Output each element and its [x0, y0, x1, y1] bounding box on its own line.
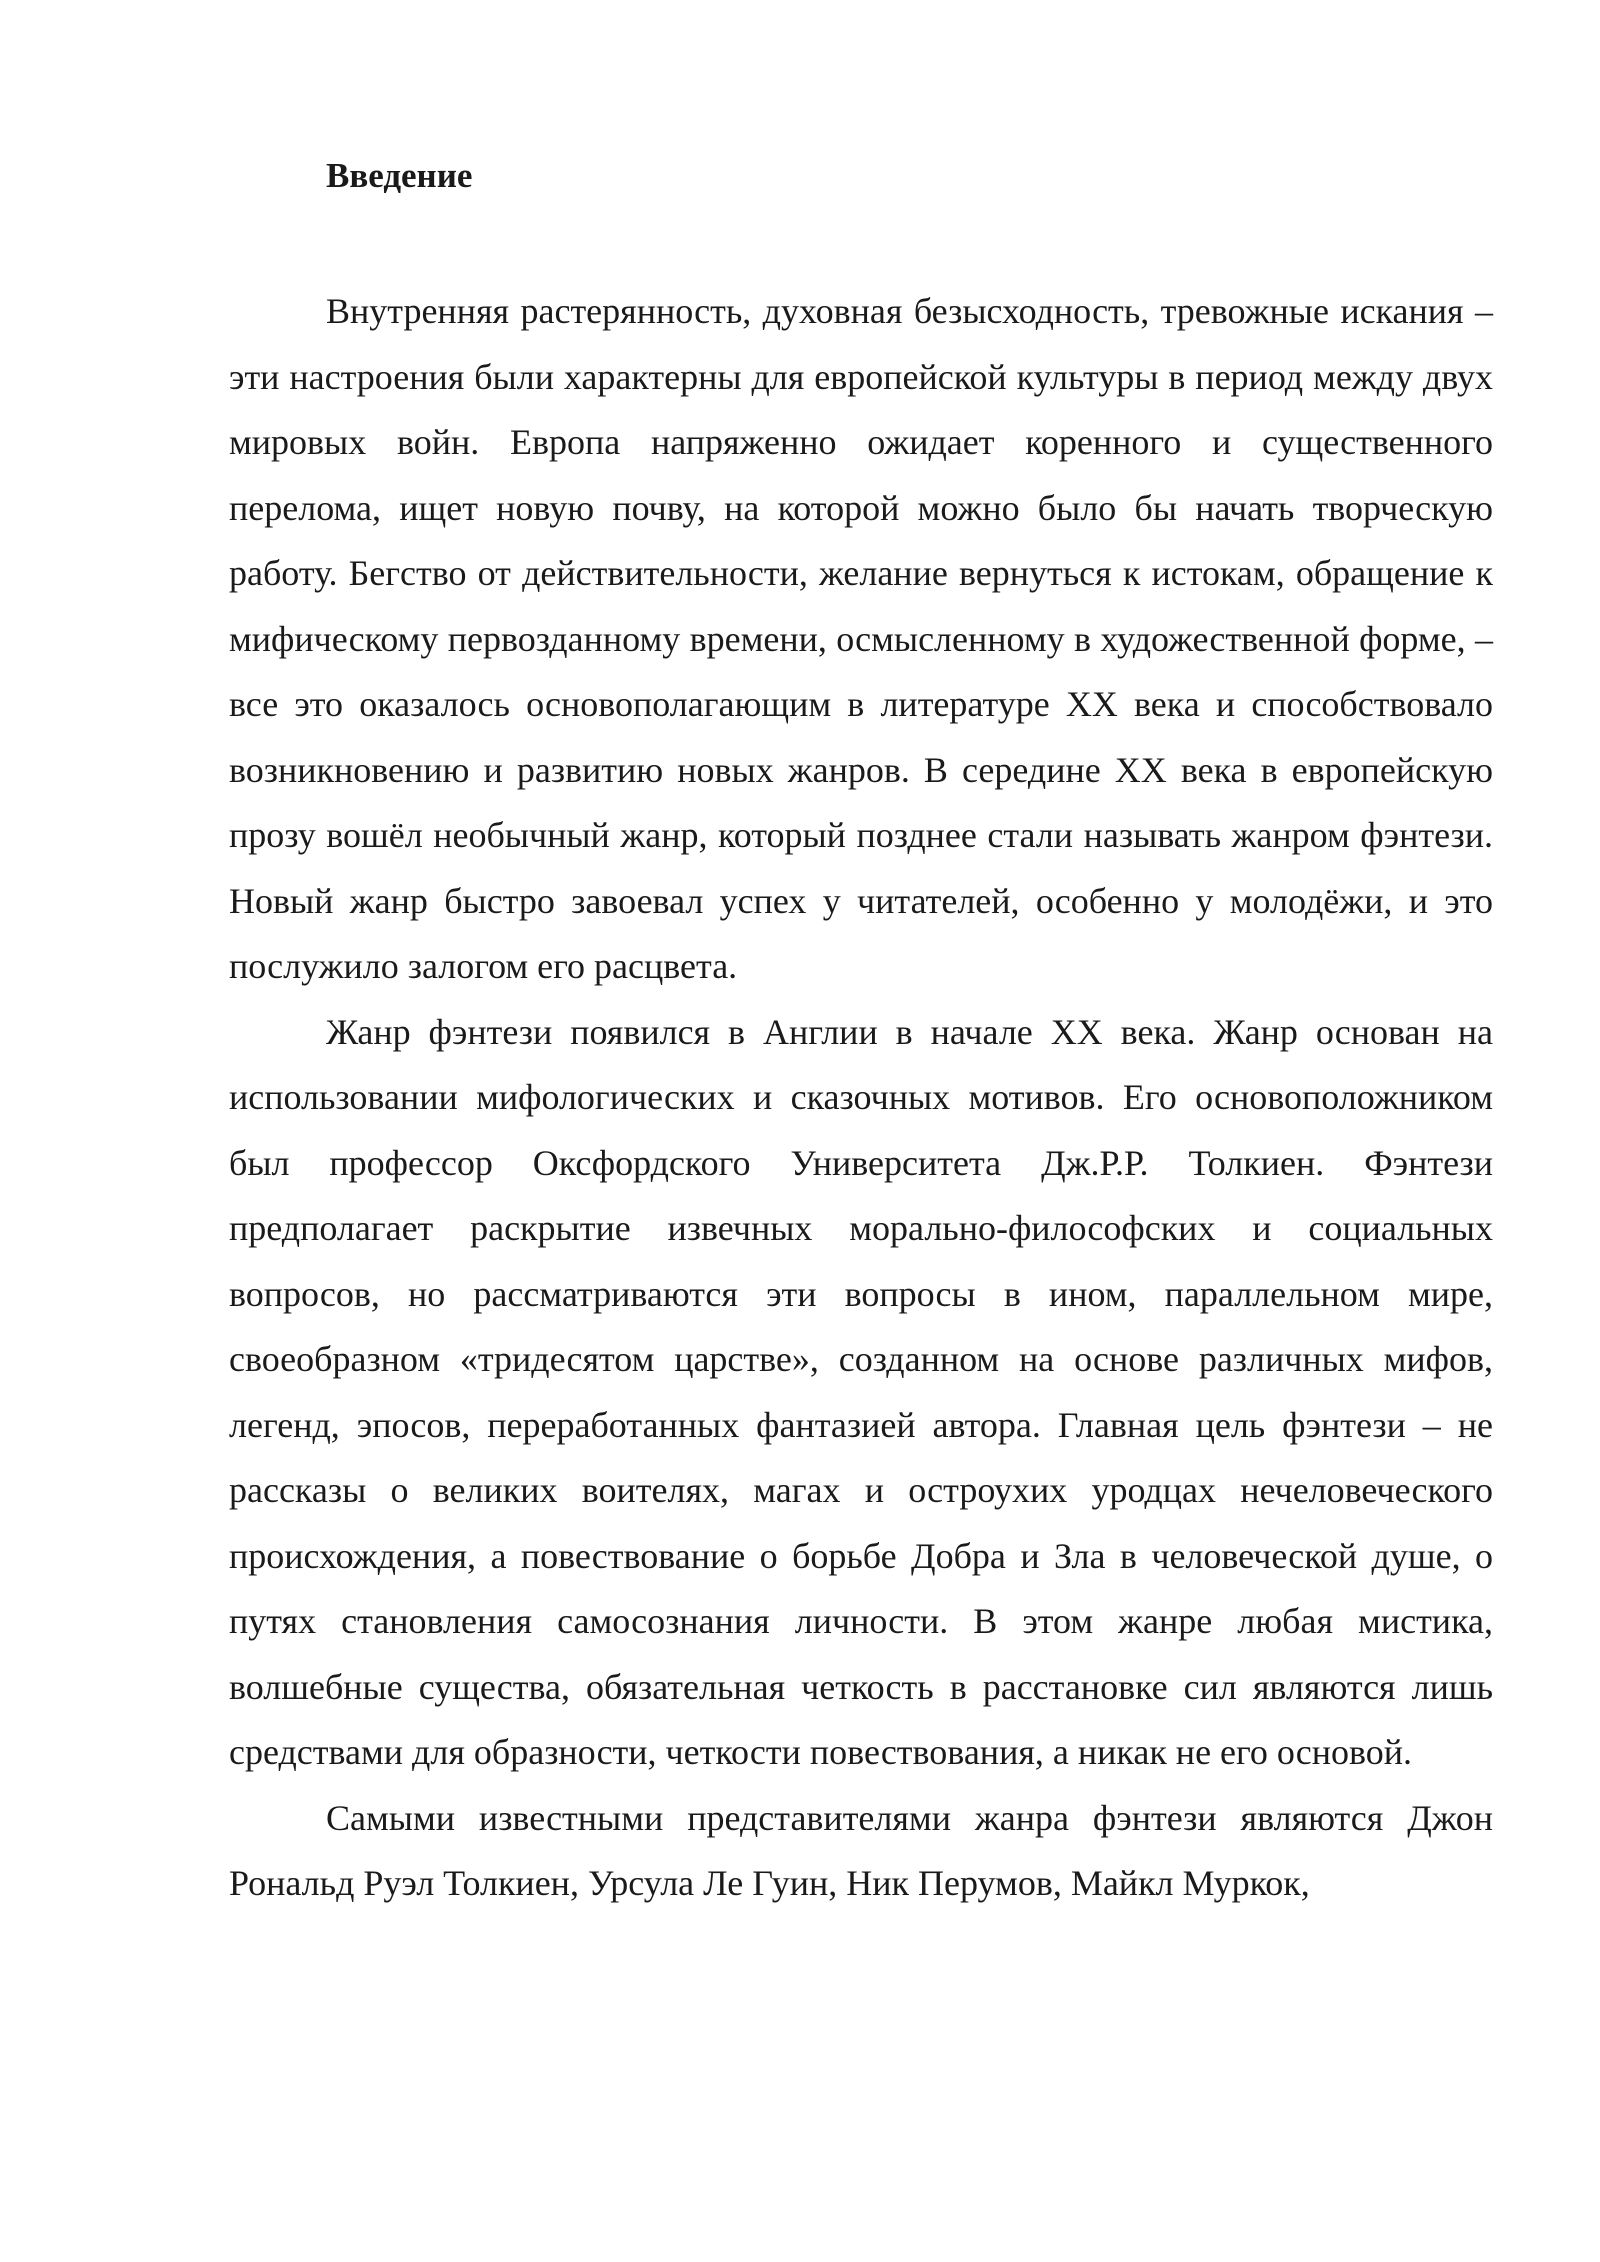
- paragraph-3: Самыми известными представителями жанра фэнтези являются Джон Рональд Руэл Толкиен, Урсула Ле Гуин, Ник Перумов, Майкл Муркок,: [229, 1797, 1493, 1903]
- paragraph-2: Жанр фэнтези появился в Англии в начале XX века. Жанр основан на использовании мифологических и сказочных мотивов. Его основоположником был профессор Оксфордского Университета Дж.Р.Р. Толкиен. Фэнтези предполагает раскрытие извечных морально-философских и социальных вопросов, но рассматриваются эти вопросы в ином, параллельном мире, своеобразном «тридесятом царстве», созданном на основе различных мифов, легенд, эпосов, переработанных фантазией автора. Главная цель фэнтези – не рассказы о великих воителях, магах и остроухих уродцах нечеловеческого происхождения, а повествование о борьбе Добра и Зла в человеческой душе, о путях становления самосознания личности. В этом жанре любая мистика, волшебные существа, обязательная четкость в расстановке сил являются лишь средствами для образности, четкости повествования, а никак не его основой.: [229, 1011, 1493, 1772]
- paragraph-1: Внутренняя растерянность, духовная безысходность, тревожные искания – эти настроения были характерны для европейской культуры в период между двух мировых войн. Европа напряженно ожидает коренного и существенного перелома, ищет новую почву, на которой можно было бы начать творческую работу. Бегство от действительности, желание вернуться к истокам, обращение к мифическому первозданному времени, осмысленному в художественной форме, – все это оказалось основополагающим в литературе XX века и способствовало возникновению и развитию новых жанров. В середине XX века в европейскую прозу вошёл необычный жанр, который позднее стали называть жанром фэнтези. Новый жанр быстро завоевал успех у читателей, особенно у молодёжи, и это послужило залогом его расцвета.: [229, 291, 1493, 986]
- section-heading: Введение: [326, 156, 473, 195]
- document-body: [229, 148, 1493, 1917]
